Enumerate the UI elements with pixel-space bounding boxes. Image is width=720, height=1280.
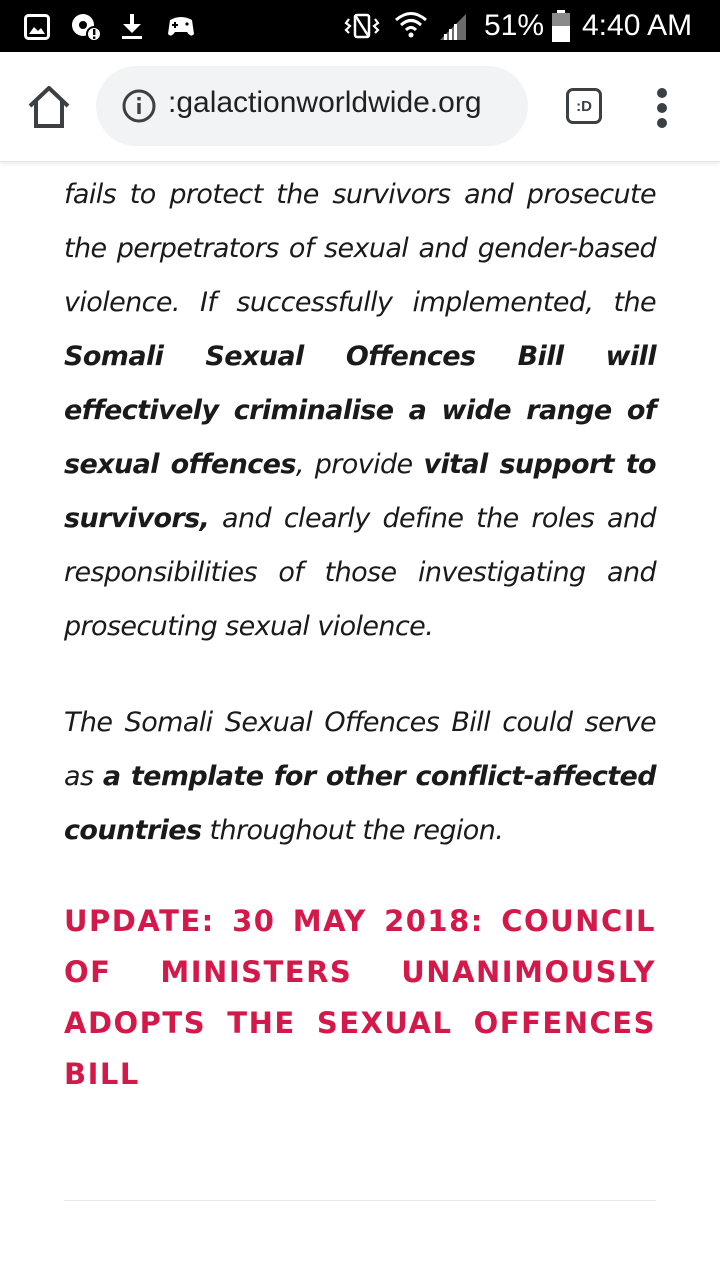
home-icon[interactable]: [24, 82, 74, 132]
chrome-notification-icon: [70, 12, 102, 42]
address-bar[interactable]: [96, 66, 528, 146]
gallery-icon: [24, 14, 50, 40]
text-run: throughout the region.: [201, 815, 504, 846]
battery-icon: [552, 10, 570, 42]
tabs-icon: :D: [576, 97, 592, 115]
browser-toolbar: [0, 52, 720, 162]
vibrate-icon: [340, 12, 384, 40]
tabs-button[interactable]: [566, 88, 602, 124]
article-paragraph-1: [64, 168, 656, 654]
bold-text-run: vital support to survivors,: [64, 449, 656, 534]
divider: [64, 1200, 656, 1201]
download-icon: [120, 12, 144, 40]
article-paragraph-2: [64, 696, 656, 858]
info-icon[interactable]: [122, 89, 156, 123]
update-heading[interactable]: UPDATE: 30 MAY 2018: COUNCIL OF MINISTERS UNANIMOUSLY ADOPTS THE SEXUAL OFFENCES BILL: [64, 904, 656, 1091]
battery-percent: 51%: [484, 9, 545, 42]
status-bar: [0, 0, 720, 52]
url-text: :galactionworldwide.org: [168, 86, 482, 119]
clock: 4:40 AM: [582, 9, 693, 42]
overflow-menu-icon[interactable]: [650, 88, 674, 128]
signal-icon: [438, 12, 468, 42]
text-run: and clearly define the roles and responsibilities of those investigating and prosecuting sexual violence.: [64, 503, 656, 642]
text-run: fails to protect the survivors and prosecute the perpetrators of sexual and gender-based violence. If successfully implemented, the: [64, 179, 656, 318]
bold-text-run: a template for other conflict-affected countries: [64, 761, 656, 846]
bold-text-run: Somali Sexual Offences Bill will effectively criminalise a wide range of sexual offences: [64, 341, 656, 480]
text-run: , provide: [295, 449, 424, 480]
article-body: [64, 168, 656, 1100]
game-icon: [166, 14, 196, 40]
wifi-icon: [394, 10, 428, 42]
text-run: The Somali Sexual Offences Bill could serve as: [64, 707, 656, 792]
